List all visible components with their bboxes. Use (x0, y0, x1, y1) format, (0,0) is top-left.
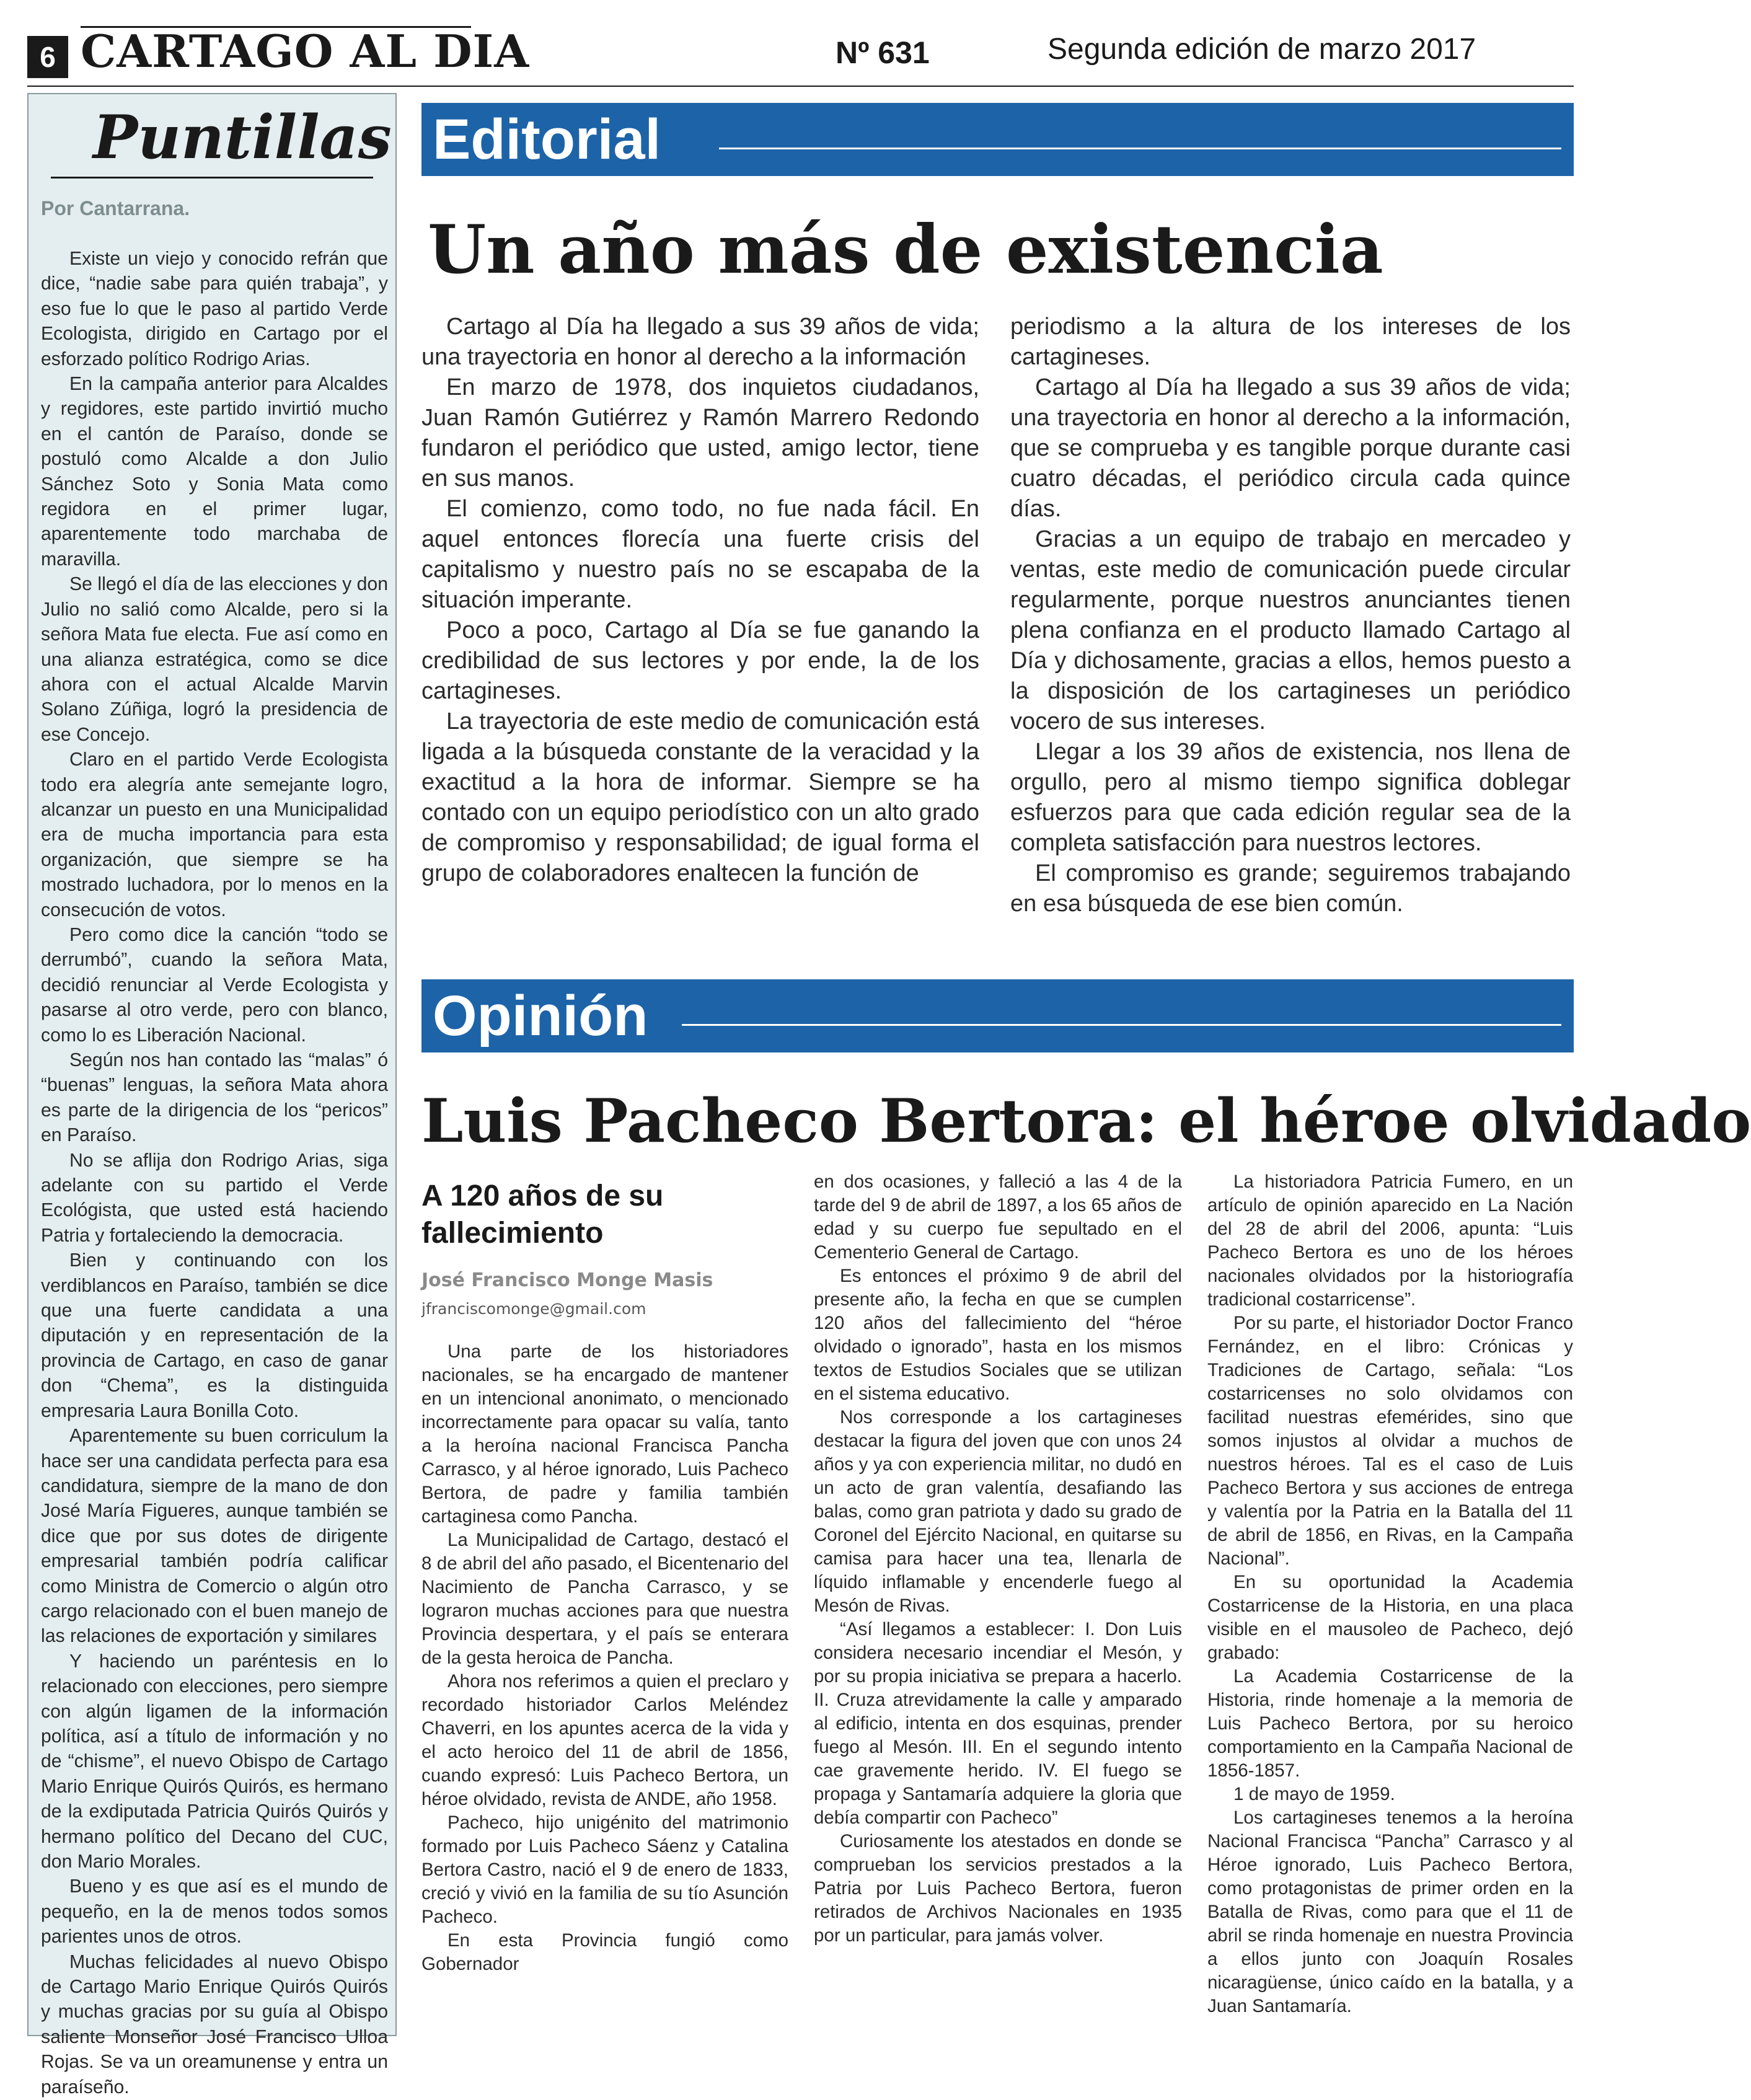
editorial-column-2 (1010, 312, 1571, 956)
opinion-paragraph: Es entonces el próximo 9 de abril del presente año, la fecha en que se cumplen 120 años del fallecimiento del “héroe olvidado o ignorado”, hasta en los mismos textos de Estudios Sociales que se utilizan en el sistema educativo. (814, 1266, 1182, 1404)
opinion-paragraph: Pacheco, hijo unigénito del matrimonio formado por Luis Pacheco Sáenz y Catalina Bertora Castro, nació el 9 de enero de 1833, creció y vivió en la familia de su tío Asunción Pacheco. (421, 1812, 788, 1927)
sidebar-paragraph: En la campaña anterior para Alcaldes y regidores, este partido invirtió mucho en el cantón de Paraíso, donde se postuló como Alcalde a don Julio Sánchez Soto y Sonia Mata como regidora en el primer lugar, aparentemente todo marchaba de maravilla. (41, 374, 388, 570)
editorial-paragraph: En marzo de 1978, dos inquietos ciudadanos, Juan Ramón Gutiérrez y Ramón Marrero Redondo fundaron el periódico que usted, amigo lector, tiene en sus manos. (421, 374, 979, 492)
header-rule (27, 86, 1574, 87)
editorial-banner (421, 103, 1574, 176)
editorial-section-label: Editorial (433, 107, 661, 171)
opinion-column-1 (421, 1340, 788, 2040)
opinion-paragraph: Ahora nos referimos a quien el preclaro y recordado historiador Carlos Meléndez Chaverri, en los apuntes acerca de la vida y el acto heroico del 11 de abril de 1856, cuando expresó: Luis Pacheco Bertora, un héroe olvidado, revista de ANDE, año 1958. (421, 1671, 788, 1809)
editorial-paragraph: Gracias a un equipo de trabajo en mercadeo y ventas, este medio de comunicación puede circular regularmente, porque nuestros anunciantes tienen plena confianza en el producto llamado Cartago al Día y dichosamente, gracias a ellos, hemos puesto a la disposición de los cartagineses un periódico vocero de sus intereses. (1010, 526, 1571, 735)
sidebar-paragraph: Pero como dice la canción “todo se derrumbó”, cuando la señora Mata, decidió renunciar al Verde Ecologista y pasarse al otro verde, pero con blanco, como lo es Liberación Nacional. (41, 924, 388, 1046)
opinion-paragraph: Nos corresponde a los cartagineses destacar la figura del joven que con unos 24 años y ya con experiencia militar, no dudó en un acto de gran valentía, desafiando las balas, como gran patriota y dado su grado de Coronel del Ejército Nacional, en quitarse su camisa para hacer una tea, llenarla de líquido inflamable y encenderle fuego al Mesón de Rivas. (814, 1407, 1182, 1616)
sidebar-paragraph: Aparentemente su buen corriculum la hace ser una candidata perfecta para esa candidatura, siempre de la mano de don José María Figueres, aunque también se dice que por sus dotes de dirigente empresarial también podría calificar como Ministra de Comercio o algún otro cargo relacionado con el buen manejo de las relaciones de exportación y similares (41, 1426, 388, 1647)
sidebar-paragraph: Existe un viejo y conocido refrán que dice, “nadie sabe para quién trabaja”, y eso fue lo que le paso al partido Verde Ecologista, dirigido en Cartago por el esforzado político Rodrigo Arias. (41, 249, 388, 369)
sidebar-paragraph: Se llegó el día de las elecciones y don Julio no salió como Alcalde, pero si la señora Mata fue electa. Fue así como en una alianza estratégica, como se dice ahora con el actual Alcalde Marvin Solano Zúñiga, logró la presidencia de ese Concejo. (41, 574, 388, 745)
editorial-paragraph: Llegar a los 39 años de existencia, nos llena de orgullo, pero al mismo tiempo significa doblegar esfuerzos para que cada edición regular sea de la completa satisfacción para nuestros lectores. (1010, 739, 1571, 856)
page-number: 6 (27, 36, 68, 78)
sidebar-title-rule (51, 177, 373, 179)
sidebar-paragraph: Bien y continuando con los verdiblancos en Paraíso, también se dice que una fuerte candidata a una diputación y en representación de la provincia de Cartago, en caso de ganar don “Chema”, es la distinguida empresaria Laura Bonilla Coto. (41, 1250, 388, 1421)
editorial-paragraph: El compromiso es grande; seguiremos trabajando en esa búsqueda de ese bien común. (1010, 860, 1571, 917)
issue-number: Nº 631 (836, 35, 930, 70)
editorial-banner-line (719, 148, 1561, 149)
sidebar-paragraph: Muchas felicidades al nuevo Obispo de Cartago Mario Enrique Quirós Quirós y muchas gracias por su guía al Obispo saliente Monseñor José Francisco Ulloa Rojas. Se va un oreamunense y entra un paraíseño. (41, 1951, 388, 2098)
opinion-column-3 (1207, 1170, 1573, 2038)
opinion-paragraph: La historiadora Patricia Fumero, en un artículo de opinión aparecido en La Nación del 28 de abril del 2006, apunta: “Luis Pacheco Bertora es uno de los héroes nacionales olvidados por la historiografía tradicional costarricense”. (1207, 1171, 1573, 1310)
edition-date: Segunda edición de marzo 2017 (1048, 33, 1476, 66)
sidebar-paragraph: Bueno y es que así es el mundo de pequeño, en la de menos todos somos parientes unos de otros. (41, 1876, 388, 1948)
opinion-paragraph: En su oportunidad la Academia Costarricense de la Historia, en una placa visible en el mausoleo de Pacheco, dejó grabado: (1207, 1572, 1573, 1663)
opinion-paragraph: “Así llegamos a establecer: I. Don Luis considera necesario incendiar el Mesón, y por su propia iniciativa se prepara a hacerlo. II. Cruza atrevidamente la calle y amparado al edificio, intenta en dos esquinas, prender fuego al Mesón. III. En el segundo intento cae gravemente herido. IV. El fuego se propaga y Santamaría adquiere la gloria que debía compartir con Pacheco” (814, 1619, 1182, 1828)
opinion-paragraph: La Municipalidad de Cartago, destacó el 8 de abril del año pasado, el Bicentenario del Nacimiento de Pancha Carrasco, y se lograron muchas acciones para que nuestra Provincia despertara, y el país se enterara de la gesta heroica de Pancha. (421, 1530, 788, 1668)
editorial-column-1 (421, 312, 979, 956)
sidebar-paragraph: Claro en el partido Verde Ecologista todo era alegría ante semejante logro, alcanzar un puesto en una Municipalidad era de mucha importancia para esta organización, que siempre se ha mostrado luchadora, por lo menos en la consecución de votos. (41, 749, 388, 920)
editorial-paragraph: Cartago al Día ha llegado a sus 39 años de vida; una trayectoria en honor al derecho a la información (421, 314, 979, 370)
opinion-headline: Luis Pacheco Bertora: el héroe olvidado (421, 1086, 1751, 1156)
opinion-paragraph: La Academia Costarricense de la Historia, rinde homenaje a la memoria de Luis Pacheco Bertora, por su heroico comportamiento en la Campaña Nacional de 1856-1857. (1207, 1666, 1573, 1781)
sidebar-byline: Por Cantarrana. (41, 197, 190, 219)
opinion-paragraph: Una parte de los historiadores nacionales, se ha encargado de mantener en un intencional anonimato, o mencionado incorrectamente para opacar su valía, tanto a la heroína nacional Francisca Pancha Carrasco, y al héroe ignorado, Luis Pacheco Bertora, de padre y familia también cartaginesa como Pancha. (421, 1341, 788, 1527)
opinion-banner (421, 979, 1574, 1052)
opinion-author-email: jfranciscomonge@gmail.com (421, 1300, 646, 1318)
sidebar-paragraph: Y haciendo un paréntesis en lo relacionado con elecciones, pero siempre con algún ligamen de la información política, así a título de información y no de “chisme”, el nuevo Obispo de Cartago Mario Enrique Quirós Quirós, es hermano de la exdiputada Patricia Quirós Quirós y hermano político del Decano del CUC, don Mario Morales. (41, 1651, 388, 1872)
editorial-paragraph: Poco a poco, Cartago al Día se fue ganando la credibilidad de sus lectores y por ende, la de los cartagineses. (421, 617, 979, 704)
editorial-paragraph: El comienzo, como todo, no fue nada fácil. En aquel entonces florecía una fuerte crisis del capitalismo y nuestro país no se escapaba de la situación imperante. (421, 496, 979, 613)
opinion-paragraph-continued: en dos ocasiones, y falleció a las 4 de la tarde del 9 de abril de 1897, a los 65 años de edad y su cuerpo fue sepultado en el Cementerio General de Cartago. (814, 1171, 1182, 1263)
editorial-paragraph: La trayectoria de este medio de comunicación está ligada a la búsqueda constante de la veracidad y la exactitud a la hora de informar. Siempre se ha contado con un equipo periodístico con un alto grado de compromiso y responsabilidad; de igual forma el grupo de colaboradores enaltecen la función de (421, 708, 979, 886)
sidebar-paragraph: Según nos han contado las “malas” ó “buenas” lenguas, la señora Mata ahora es parte de la dirigencia de los “pericos” en Paraíso. (41, 1050, 388, 1146)
opinion-author: José Francisco Monge Masis (421, 1269, 713, 1291)
opinion-subheadline: A 120 años de su fallecimiento (421, 1180, 664, 1250)
masthead-logo: CARTAGO AL DIA (81, 25, 530, 77)
opinion-paragraph: 1 de mayo de 1959. (1233, 1784, 1395, 1804)
opinion-column-2 (814, 1170, 1182, 2038)
sidebar-body (41, 247, 388, 2098)
opinion-paragraph: Los cartagineses tenemos a la heroína Nacional Francisca “Pancha” Carrasco y al Héroe ignorado, Luis Pacheco Bertora, como protagonistas de primer orden en la Batalla de Rivas, como para que el 11 de abril se rinda homenaje en nuestra Provincia a ellos junto con Joaquín Rosales nicaragüense, único caído en la batalla, y a Juan Santamaría. (1207, 1807, 1573, 2016)
opinion-paragraph: Por su parte, el historiador Doctor Franco Fernández, en el libro: Crónicas y Tradiciones de Cartago, señala: “Los costarricenses no solo olvidamos con facilitad nuestras efemérides, sino que somos injustos al olvidar a muchos de nuestros héroes. Tal es el caso de Luis Pacheco Bertora y sus acciones de entrega y valentía por la Patria en la Batalla del 11 de abril de 1856, en Rivas, en la Campaña Nacional”. (1207, 1313, 1573, 1569)
sidebar-paragraph: No se aflija don Rodrigo Arias, siga adelante con su partido el Verde Ecológista, que usted está haciendo Patria y fortaleciendo la democracia. (41, 1150, 388, 1246)
editorial-paragraph-continued: periodismo a la altura de los intereses de los cartagineses. (1010, 314, 1571, 370)
sidebar-title: Puntillas (93, 102, 392, 172)
opinion-paragraph: Curiosamente los atestados en donde se comprueban los servicios prestados a la Patria por Luis Pacheco Bertora, fueron retirados de Archivos Nacionales en 1935 por un particular, para jamás volver. (814, 1831, 1182, 1946)
editorial-paragraph: Cartago al Día ha llegado a sus 39 años de vida; una trayectoria en honor al derecho a la información, que se comprueba y es tangible porque durante casi cuatro décadas, el periódico circula cada quince días. (1010, 374, 1571, 522)
editorial-headline: Un año más de existencia (428, 211, 1383, 289)
opinion-banner-line (682, 1024, 1561, 1026)
opinion-paragraph: En esta Provincia fungió como Gobernador (421, 1930, 788, 1974)
opinion-section-label: Opinión (433, 984, 648, 1048)
